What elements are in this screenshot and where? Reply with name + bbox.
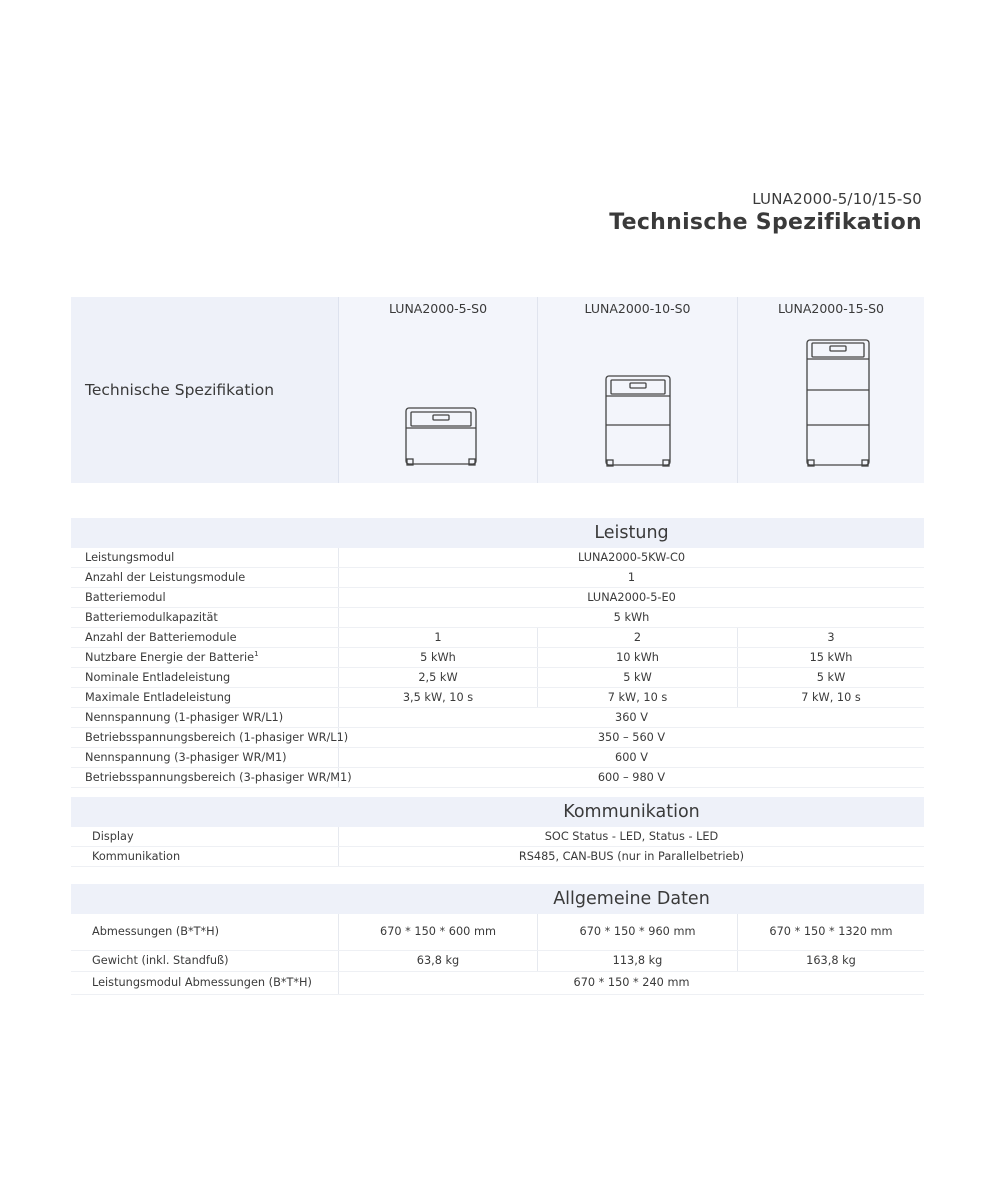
table-row bbox=[71, 668, 924, 688]
row-value: 5 kW bbox=[816, 671, 846, 684]
table-row bbox=[71, 548, 924, 568]
row-value: LUNA2000-5-E0 bbox=[587, 591, 676, 604]
hero-table bbox=[71, 297, 924, 483]
battery-15-illustration bbox=[738, 297, 924, 483]
row-value: 63,8 kg bbox=[339, 951, 538, 971]
row-value: 1 bbox=[627, 571, 636, 584]
row-value: 670 * 150 * 960 mm bbox=[538, 914, 738, 950]
table-row bbox=[71, 768, 924, 788]
section-leistung bbox=[71, 518, 924, 788]
row-value: 360 V bbox=[615, 711, 648, 724]
row-value: 670 * 150 * 600 mm bbox=[339, 914, 538, 950]
row-label: Betriebsspannungsbereich (1-phasiger WR/L1) bbox=[71, 728, 339, 747]
row-value: LUNA2000-5KW-C0 bbox=[577, 551, 686, 564]
row-value: 15 kWh bbox=[809, 651, 853, 664]
row-value: 5 kWh bbox=[613, 611, 650, 624]
table-row bbox=[71, 728, 924, 748]
row-value: 2 bbox=[538, 628, 738, 647]
hero-label: Technische Spezifikation bbox=[85, 381, 275, 399]
row-value: 5 kWh bbox=[339, 648, 538, 667]
battery-5-illustration bbox=[339, 297, 538, 483]
footnote-marker: 1 bbox=[254, 650, 259, 658]
row-value: 7 kW, 10 s bbox=[801, 691, 861, 704]
row-label-text: Nutzbare Energie der Batterie bbox=[85, 651, 255, 664]
model-name: LUNA2000-5-S0 bbox=[388, 301, 488, 316]
table-row bbox=[71, 914, 924, 951]
row-value: 10 kWh bbox=[538, 648, 738, 667]
section-title: Kommunikation bbox=[563, 802, 700, 822]
table-row bbox=[71, 708, 924, 728]
section-allgemeine-daten bbox=[71, 884, 924, 995]
row-value: 5 kW bbox=[538, 668, 738, 687]
row-value: 3,5 kW, 10 s bbox=[339, 688, 538, 707]
row-value: 670 * 150 * 1320 mm bbox=[769, 925, 893, 938]
row-label: Kommunikation bbox=[71, 847, 339, 866]
table-row bbox=[71, 748, 924, 768]
row-value: 163,8 kg bbox=[806, 954, 856, 967]
table-row bbox=[71, 588, 924, 608]
table-row bbox=[71, 827, 924, 847]
row-label: Nennspannung (1-phasiger WR/L1) bbox=[71, 708, 339, 727]
row-label: Nominale Entladeleistung bbox=[71, 668, 339, 687]
row-label: Display bbox=[71, 827, 339, 846]
row-value: RS485, CAN-BUS (nur in Parallelbetrieb) bbox=[518, 850, 745, 863]
model-name: LUNA2000-10-S0 bbox=[584, 301, 691, 316]
hero-label-cell bbox=[71, 297, 339, 483]
table-row bbox=[71, 951, 924, 972]
section-header bbox=[71, 518, 924, 548]
row-label: Batteriemodulkapazität bbox=[71, 608, 339, 627]
model-10-s0 bbox=[538, 297, 738, 483]
row-value: 113,8 kg bbox=[538, 951, 738, 971]
row-value: 600 – 980 V bbox=[597, 771, 666, 784]
table-row bbox=[71, 688, 924, 708]
row-value: 1 bbox=[339, 628, 538, 647]
table-row bbox=[71, 847, 924, 867]
model-5-s0 bbox=[339, 297, 538, 483]
section-kommunikation bbox=[71, 797, 924, 867]
row-label: Gewicht (inkl. Standfuß) bbox=[71, 951, 339, 971]
row-value: SOC Status - LED, Status - LED bbox=[544, 830, 719, 843]
row-value: 7 kW, 10 s bbox=[538, 688, 738, 707]
row-label: Nennspannung (3-phasiger WR/M1) bbox=[71, 748, 339, 767]
row-label: Maximale Entladeleistung bbox=[71, 688, 339, 707]
row-label bbox=[71, 648, 339, 667]
table-row bbox=[71, 568, 924, 588]
section-title: Leistung bbox=[594, 523, 669, 543]
section-header bbox=[71, 797, 924, 827]
row-label: Anzahl der Batteriemodule bbox=[71, 628, 339, 647]
row-label: Leistungsmodul bbox=[71, 548, 339, 567]
model-name: LUNA2000-15-S0 bbox=[777, 301, 885, 316]
document-header bbox=[609, 190, 922, 235]
row-value: 600 V bbox=[615, 751, 648, 764]
row-value: 350 – 560 V bbox=[597, 731, 666, 744]
battery-10-illustration bbox=[538, 297, 738, 483]
table-row bbox=[71, 608, 924, 628]
row-value: 3 bbox=[827, 631, 835, 644]
row-label: Abmessungen (B*T*H) bbox=[71, 914, 339, 950]
row-label: Batteriemodul bbox=[71, 588, 339, 607]
doc-subtitle: LUNA2000-5/10/15-S0 bbox=[752, 190, 922, 208]
section-title: Allgemeine Daten bbox=[553, 889, 710, 909]
section-header bbox=[71, 884, 924, 914]
table-row bbox=[71, 628, 924, 648]
row-label: Anzahl der Leistungsmodule bbox=[71, 568, 339, 587]
doc-title: Technische Spezifikation bbox=[609, 210, 922, 235]
row-label: Leistungsmodul Abmessungen (B*T*H) bbox=[71, 972, 339, 994]
row-value: 2,5 kW bbox=[339, 668, 538, 687]
row-label: Betriebsspannungsbereich (3-phasiger WR/M1) bbox=[71, 768, 339, 787]
table-row bbox=[71, 972, 924, 995]
model-15-s0 bbox=[738, 297, 924, 483]
table-row bbox=[71, 648, 924, 668]
row-value: 670 * 150 * 240 mm bbox=[573, 976, 690, 989]
